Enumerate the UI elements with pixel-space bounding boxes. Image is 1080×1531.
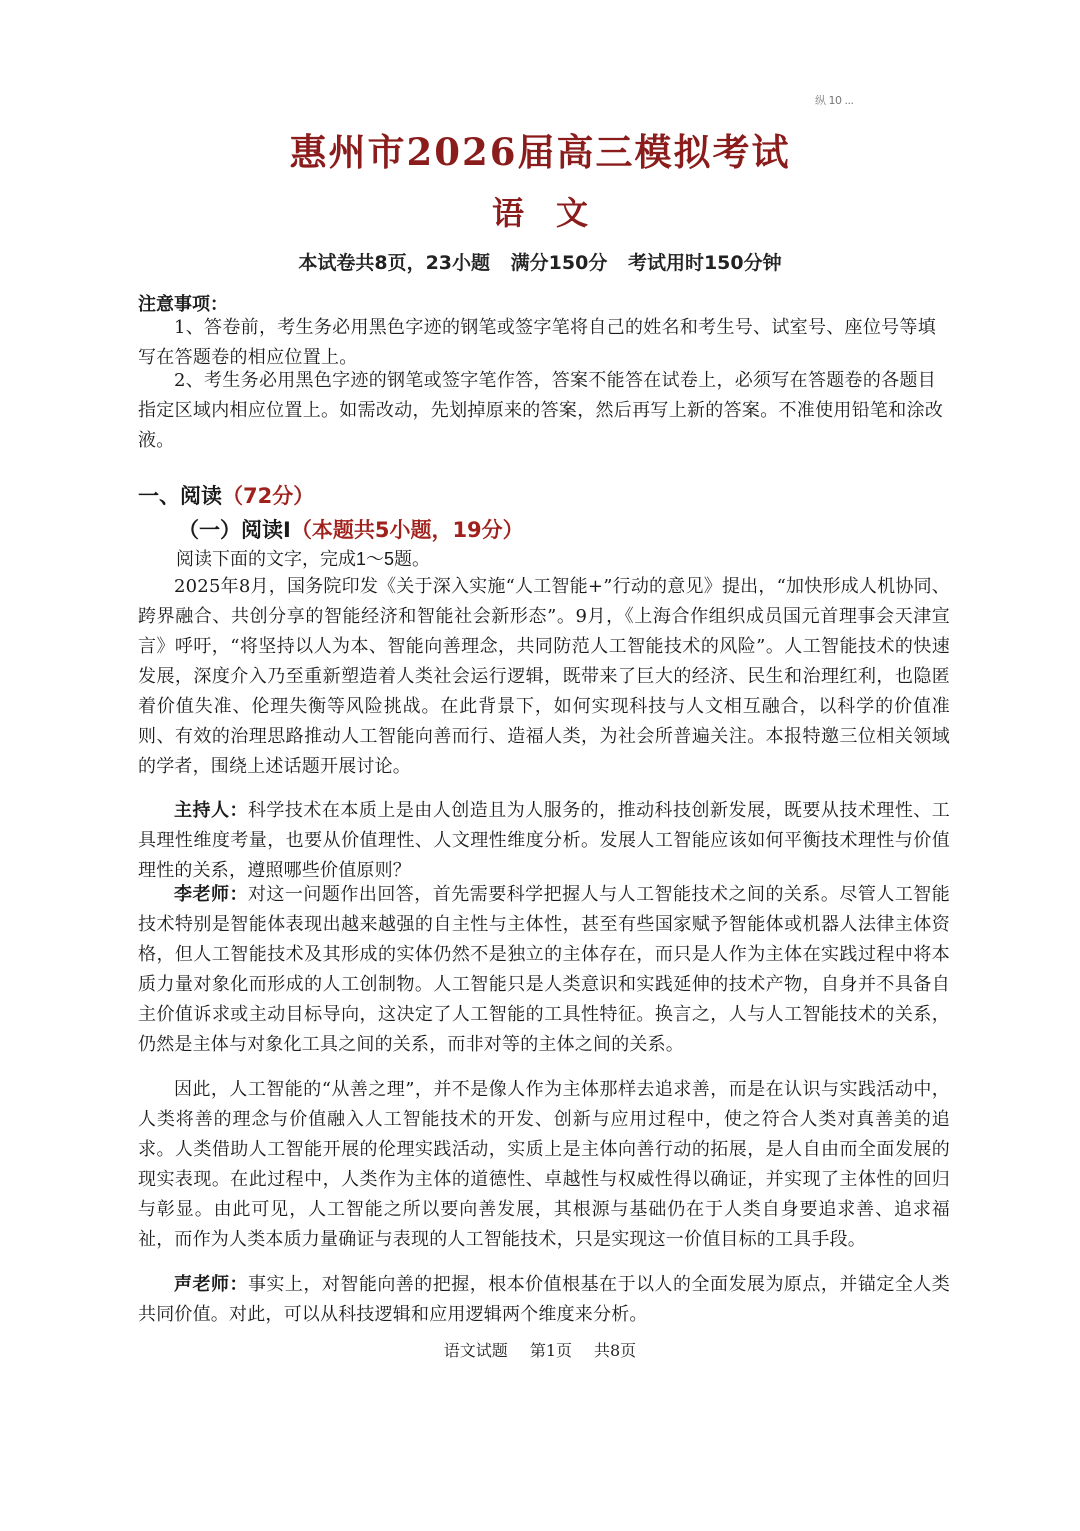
- full-score-info: 满分150分: [510, 252, 608, 274]
- exam-title: 惠州市2026届高三模拟考试: [289, 130, 791, 174]
- notice-item: 1、答卷前，考生务必用黑色字迹的钢笔或签字笔将自己的姓名和考生号、试室号、座位号等填写在答题卷的相应位置上。: [138, 317, 937, 368]
- sheng-paragraph: [138, 1270, 950, 1330]
- exam-info: [0, 248, 1080, 275]
- footer-total: 共8页: [594, 1341, 637, 1360]
- li-paragraph-2: 因此，人工智能的“从善之理”，并不是像人作为主体那样去追求善，而是在认识与实践活动中，人类将善的理念与价值融入人工智能技术的开发、创新与应用过程中，使之符合人类对真善美的追求。人类借助人工智能开展的伦理实践活动，实质上是主体向善行动的拓展，是人自由而全面发展的现实表现。在此过程中，人类作为主体的道德性、卓越性与权威性得以确证，并实现了主体性的回归与彰显。由此可见，人工智能之所以要向善发展，其根源与基础仍在于人类自身要追求善、追求福祉，而作为人类本质力量确证与表现的人工智能技术，只是实现这一价值目标的工具手段。: [138, 1079, 950, 1250]
- speaker-li: 李老师：: [174, 884, 248, 905]
- li-text: 对这一问题作出回答，首先需要科学把握人与人工智能技术之间的关系。尽管人工智能技术特别是智能体表现出越来越强的自主性与主体性，甚至有些国家赋予智能体或机器人法律主体资格，但人工智能技术及其形成的实体仍然不是独立的主体存在，而只是人作为主体在实践过程中将本质力量对象化而形成的人工创制物。人工智能只是人类意识和实践延伸的技术产物，自身并不具备自主价值诉求或主动目标导向，这决定了人工智能的工具性特征。换言之，人与人工智能技术的关系，仍然是主体与对象化工具之间的关系，而非对等的主体之间的关系。: [138, 884, 950, 1055]
- li-paragraph: [138, 880, 950, 1060]
- section-score: （72分）: [222, 484, 315, 508]
- page-count-info: 本试卷共8页，23小题: [298, 252, 491, 274]
- section-label: 一、阅读: [138, 484, 222, 508]
- reading-instruction: 阅读下面的文字，完成1～5题。: [176, 549, 431, 569]
- section-heading: [138, 480, 314, 510]
- subject-title: 语 文: [491, 194, 588, 232]
- subsection-detail: （本题共5小题，19分）: [290, 518, 524, 542]
- speaker-host: 主持人：: [174, 800, 248, 821]
- footer-page: 第1页: [529, 1341, 572, 1360]
- page-footer: [0, 1338, 1080, 1361]
- subsection-label: （一）阅读Ⅰ: [178, 518, 291, 542]
- speaker-sheng: 声老师：: [174, 1274, 248, 1295]
- sheng-text: 事实上，对智能向善的把握，根本价值根基在于以人的全面发展为原点，并锚定全人类共同价值。对此，可以从科技逻辑和应用逻辑两个维度来分析。: [138, 1274, 950, 1325]
- host-text: 科学技术在本质上是由人创造且为人服务的，推动科技创新发展，既要从技术理性、工具理性维度考量，也要从价值理性、人文理性维度分析。发展人工智能应该如何平衡技术理性与价值理性的关系，遵照哪些价值原则？: [138, 800, 950, 881]
- corner-stamp: 纵 10 ...: [815, 94, 854, 107]
- notice-heading: 注意事项：: [138, 294, 228, 315]
- notice-item: 2、考生务必用黑色字迹的钢笔或签字笔作答，答案不能答在试卷上，必须写在答题卷的各题目指定区域内相应位置上。如需改动，先划掉原来的答案，然后再写上新的答案。不准使用铅笔和涂改液。: [138, 370, 944, 451]
- footer-subject: 语文试题: [443, 1341, 508, 1360]
- passage-intro: 2025年8月，国务院印发《关于深入实施“人工智能+”行动的意见》提出，“加快形成人机协同、跨界融合、共创分享的智能经济和智能社会新形态”。9月，《上海合作组织成员国元首理事会天津宣言》呼吁，“将坚持以人为本、智能向善理念，共同防范人工智能技术的风险”。人工智能技术的快速发展，深度介入乃至重新塑造着人类社会运行逻辑，既带来了巨大的经济、民生和治理红利，也隐匿着价值失准、伦理失衡等风险挑战。在此背景下，如何实现科技与人文相互融合，以科学的价值准则、有效的治理思路推动人工智能向善而行、造福人类，为社会所普遍关注。本报特邀三位相关领域的学者，围绕上述话题开展讨论。: [138, 576, 950, 777]
- time-limit-info: 考试用时150分钟: [627, 252, 782, 274]
- host-paragraph: [138, 796, 950, 886]
- subsection-heading: [178, 514, 524, 544]
